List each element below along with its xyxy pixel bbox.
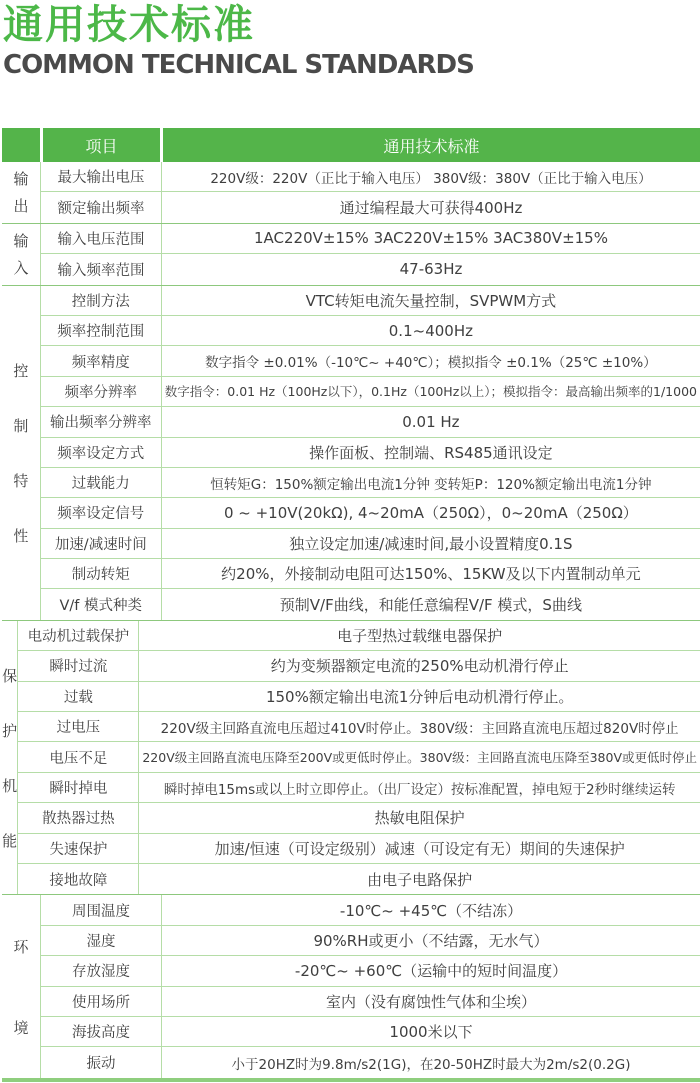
page-title-en: COMMON TECHNICAL STANDARDS xyxy=(3,50,474,80)
page xyxy=(0,4,700,1083)
group-label-char: 能 xyxy=(2,831,18,850)
group-label-char: 境 xyxy=(13,1018,29,1037)
row-label: 电动机过载保护 xyxy=(27,629,130,646)
group-label-char: 护 xyxy=(2,721,18,740)
row-value: 瞬时掉电15ms或以上时立即停止。（出厂设定）按标准配置，掉电短于2秒时继续运转 xyxy=(138,773,700,802)
table-row xyxy=(41,377,700,407)
row-label: V/f 模式种类 xyxy=(59,598,143,615)
row-label: 存放湿度 xyxy=(72,964,130,981)
header-value-col: 通用技术标准 xyxy=(160,128,700,162)
table-row xyxy=(18,682,700,712)
table-row xyxy=(41,162,700,192)
group-label-char: 输 xyxy=(13,170,29,189)
table-group xyxy=(2,895,700,1077)
header-group-col xyxy=(2,128,40,162)
row-label: 输入电压范围 xyxy=(57,231,145,248)
table-row xyxy=(41,286,700,316)
row-label: 电压不足 xyxy=(49,750,108,767)
row-label: 散热器过热 xyxy=(42,811,115,828)
group-label xyxy=(2,162,40,223)
row-value: 0 ~ +10V(20kΩ), 4~20mA（250Ω），0~20mA（250Ω） xyxy=(161,498,700,527)
table-group xyxy=(2,162,700,224)
table-row xyxy=(41,316,700,346)
row-value: 数字指令 ±0.01%（-10℃~ +40℃）；模拟指令 ±0.1%（25℃ ±10%） xyxy=(161,346,700,375)
table-row xyxy=(41,192,700,222)
row-label: 制动转矩 xyxy=(71,567,130,584)
table-row xyxy=(18,864,700,894)
row-value: 150%额定输出电流1分钟后电动机滑行停止。 xyxy=(138,682,700,711)
group-label-char: 性 xyxy=(13,526,29,545)
row-value: 220V级：220V（正比于输入电压） 380V级：380V（正比于输入电压） xyxy=(161,162,700,191)
group-label-char: 入 xyxy=(13,259,29,278)
table-group xyxy=(2,621,700,896)
row-value: 由电子电路保护 xyxy=(138,864,700,894)
row-label: 频率设定信号 xyxy=(57,506,145,523)
table-group xyxy=(2,286,700,621)
table-row xyxy=(41,407,700,437)
row-value: 约为变频器额定电流的250%电动机滑行停止 xyxy=(138,651,700,680)
group-label-char: 控 xyxy=(13,361,29,380)
table-row xyxy=(18,803,700,833)
header-item-col: 项目 xyxy=(40,128,160,162)
group-label-char: 机 xyxy=(2,776,18,795)
table-row xyxy=(41,346,700,376)
row-value: 小于20HZ时为9.8m/s2(1G)，在20-50HZ时最大为2m/s2(0.2G) xyxy=(161,1047,700,1077)
row-label: 瞬时掉电 xyxy=(49,781,108,797)
table-header-row xyxy=(2,128,700,162)
row-value: 约20%，外接制动电阻可达150%、15KW及以下内置制动单元 xyxy=(161,559,700,588)
table-row xyxy=(18,834,700,864)
group-rows xyxy=(40,286,700,620)
table-row xyxy=(41,1017,700,1047)
table-row xyxy=(18,773,700,803)
row-value: 数字指令：0.01 Hz（100Hz以下），0.1Hz（100Hz以上）；模拟指令：最高输出频率的1/1000 xyxy=(161,377,700,406)
row-value: 47-63Hz xyxy=(161,254,700,284)
row-label: 接地故障 xyxy=(49,872,108,889)
row-value: -20℃~ +60℃（运输中的短时间温度） xyxy=(161,956,700,985)
group-rows xyxy=(40,895,700,1077)
table-row xyxy=(41,1047,700,1077)
group-label-char: 输 xyxy=(13,232,29,251)
table-row xyxy=(18,712,700,742)
row-label: 海拔高度 xyxy=(72,1025,130,1042)
row-label: 振动 xyxy=(86,1056,116,1073)
row-value: 1000米以下 xyxy=(161,1017,700,1046)
group-rows xyxy=(40,162,700,223)
row-value: 220V级主回路直流电压超过410V时停止。380V级：主回路直流电压超过820V时停止 xyxy=(138,712,700,741)
group-label xyxy=(2,224,40,285)
row-label: 控制方法 xyxy=(71,293,130,310)
row-label: 加速/减速时间 xyxy=(54,536,147,553)
table-row xyxy=(41,224,700,254)
row-label: 瞬时过流 xyxy=(49,659,108,676)
row-value: 1AC220V±15% 3AC220V±15% 3AC380V±15% xyxy=(161,224,700,253)
technical-standards-table xyxy=(2,128,700,1082)
row-label: 输出频率分辨率 xyxy=(50,415,152,432)
table-row xyxy=(41,468,700,498)
group-rows xyxy=(17,621,700,895)
group-label-char: 保 xyxy=(2,666,18,685)
group-rows xyxy=(40,224,700,285)
row-label: 频率精度 xyxy=(71,354,130,371)
table-row xyxy=(41,926,700,956)
table-row xyxy=(41,529,700,559)
table-row xyxy=(41,498,700,528)
row-label: 过载能力 xyxy=(71,476,130,493)
row-label: 额定输出频率 xyxy=(57,201,145,218)
row-label: 过电压 xyxy=(56,720,101,737)
group-label xyxy=(2,621,17,895)
group-label-char: 制 xyxy=(13,416,29,435)
row-value: 室内（没有腐蚀性气体和尘埃） xyxy=(161,987,700,1016)
table-row xyxy=(41,559,700,589)
row-value: 操作面板、控制端、RS485通讯设定 xyxy=(161,438,700,467)
row-label: 失速保护 xyxy=(49,841,108,858)
table-group xyxy=(2,224,700,286)
row-value: 独立设定加速/减速时间,最小设置精度0.1S xyxy=(161,529,700,558)
table-row xyxy=(41,895,700,925)
table-row xyxy=(18,742,700,772)
table-row xyxy=(18,621,700,651)
row-value: 热敏电阻保护 xyxy=(138,803,700,832)
row-label: 频率控制范围 xyxy=(57,324,145,341)
table-row xyxy=(41,589,700,619)
row-value: -10℃~ +45℃（不结冻） xyxy=(161,895,700,924)
row-value: 0.1~400Hz xyxy=(161,316,700,345)
row-value: 预制V/F曲线，和能任意编程V/F 模式，S曲线 xyxy=(161,589,700,619)
row-value: 通过编程最大可获得400Hz xyxy=(161,192,700,222)
row-label: 频率设定方式 xyxy=(57,445,145,462)
table-row xyxy=(18,651,700,681)
table-body xyxy=(2,162,700,1078)
row-label: 周围温度 xyxy=(72,903,130,920)
group-label xyxy=(2,286,40,620)
row-label: 频率分辨率 xyxy=(64,384,138,401)
row-label: 输入频率范围 xyxy=(57,262,145,279)
group-label-char: 出 xyxy=(13,197,29,216)
table-row xyxy=(41,956,700,986)
row-value: 电子型热过载继电器保护 xyxy=(138,621,700,650)
row-value: 恒转矩G：150%额定输出电流1分钟 变转矩P：120%额定输出电流1分钟 xyxy=(161,468,700,497)
table-bottom-bar xyxy=(2,1078,700,1082)
row-value: 加速/恒速（可设定级别）减速（可设定有无）期间的失速保护 xyxy=(138,834,700,863)
group-label-char: 环 xyxy=(13,937,29,956)
row-value: 90%RH或更小（不结露，无水气） xyxy=(161,926,700,955)
row-label: 湿度 xyxy=(86,933,116,950)
row-value: 220V级主回路直流电压降至200V或更低时停止。380V级：主回路直流电压降至380V或更低时停止 xyxy=(138,742,700,771)
group-label xyxy=(2,895,40,1077)
table-row xyxy=(41,987,700,1017)
table-row xyxy=(41,254,700,284)
row-value: VTC转矩电流矢量控制，SVPWM方式 xyxy=(161,286,700,315)
row-value: 0.01 Hz xyxy=(161,407,700,436)
row-label: 使用场所 xyxy=(72,994,130,1011)
page-title-cn: 通用技术标准 xyxy=(3,2,255,48)
group-label-char: 特 xyxy=(13,471,29,490)
table-row xyxy=(41,438,700,468)
row-label: 过载 xyxy=(63,689,93,706)
row-label: 最大输出电压 xyxy=(57,170,145,187)
